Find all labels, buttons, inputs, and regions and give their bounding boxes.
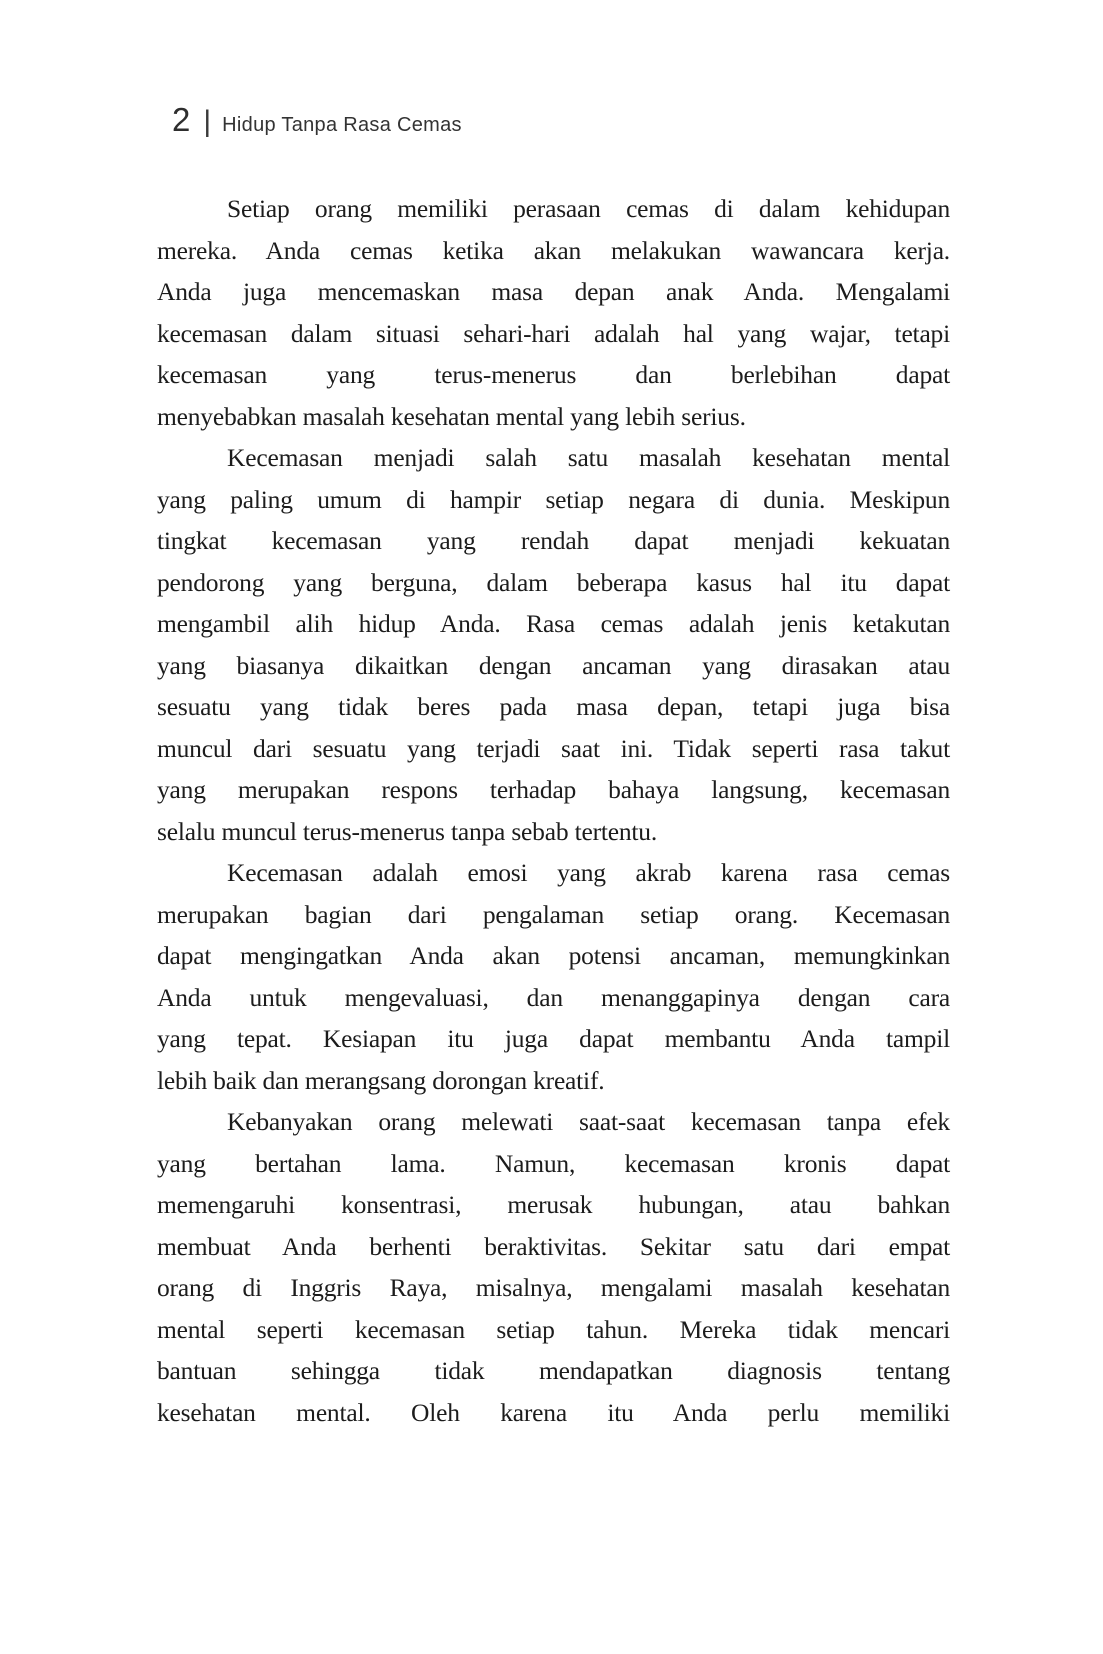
page-header — [172, 103, 462, 137]
text-line: pendorong yang berguna, dalam beberapa kasus hal itu dapat — [157, 567, 950, 597]
text-line: kecemasan dalam situasi sehari-hari adalah hal yang wajar, tetapi — [157, 318, 950, 348]
text-line: mental seperti kecemasan setiap tahun. Mereka tidak mencari — [157, 1314, 950, 1344]
text-line: Setiap orang memiliki perasaan cemas di dalam kehidupan — [227, 194, 950, 223]
text-line: yang merupakan respons terhadap bahaya langsung, kecemasan — [157, 775, 950, 804]
text-line: yang bertahan lama. Namun, kecemasan kronis dapat — [157, 1148, 950, 1178]
paragraph — [157, 1101, 950, 1433]
page-number: 2 — [172, 101, 191, 138]
text-line: sesuatu yang tidak beres pada masa depan, tetapi juga bisa — [157, 692, 950, 721]
text-line: Anda juga mencemaskan masa depan anak Anda. Mengalami — [157, 277, 950, 306]
text-line: membuat Anda berhenti beraktivitas. Sekitar satu dari empat — [157, 1231, 950, 1261]
page-body — [157, 188, 950, 1433]
text-line: orang di Inggris Raya, misalnya, mengalami masalah kesehatan — [157, 1273, 950, 1302]
text-line: mereka. Anda cemas ketika akan melakukan wawancara kerja. — [157, 235, 950, 265]
text-line: kesehatan mental. Oleh karena itu Anda perlu memiliki — [157, 1397, 950, 1427]
text-line: yang tepat. Kesiapan itu juga dapat membantu Anda tampil — [157, 1024, 950, 1053]
text-line: Kebanyakan orang melewati saat-saat kecemasan tanpa efek — [227, 1107, 950, 1136]
text-line: Kecemasan menjadi salah satu masalah kesehatan mental — [227, 443, 950, 472]
text-line: Kecemasan adalah emosi yang akrab karena rasa cemas — [227, 858, 950, 887]
text-line: muncul dari sesuatu yang terjadi saat ini. Tidak seperti rasa takut — [157, 733, 950, 763]
text-line: menyebabkan masalah kesehatan mental yang lebih serius. — [157, 401, 746, 431]
text-line: bantuan sehingga tidak mendapatkan diagnosis tentang — [157, 1356, 950, 1385]
text-line: dapat mengingatkan Anda akan potensi ancaman, memungkinkan — [157, 941, 950, 970]
text-line: lebih baik dan merangsang dorongan kreatif. — [157, 1065, 605, 1095]
text-line: Anda untuk mengevaluasi, dan menanggapinya dengan cara — [157, 982, 950, 1012]
text-line: memengaruhi konsentrasi, merusak hubungan, atau bahkan — [157, 1190, 950, 1219]
paragraph — [157, 437, 950, 852]
text-line: yang biasanya dikaitkan dengan ancaman yang dirasakan atau — [157, 650, 950, 680]
paragraph — [157, 852, 950, 1101]
text-line: selalu muncul terus-menerus tanpa sebab tertentu. — [157, 816, 658, 846]
text-line: tingkat kecemasan yang rendah dapat menjadi kekuatan — [157, 526, 950, 555]
paragraph — [157, 188, 950, 437]
running-head: Hidup Tanpa Rasa Cemas — [222, 114, 462, 136]
text-line: merupakan bagian dari pengalaman setiap orang. Kecemasan — [157, 899, 950, 929]
text-line: yang paling umum di hampir setiap negara di dunia. Meskipun — [157, 484, 950, 514]
header-separator: | — [203, 105, 212, 138]
text-line: kecemasan yang terus-menerus dan berlebihan dapat — [157, 360, 950, 389]
text-line: mengambil alih hidup Anda. Rasa cemas adalah jenis ketakutan — [157, 609, 950, 638]
